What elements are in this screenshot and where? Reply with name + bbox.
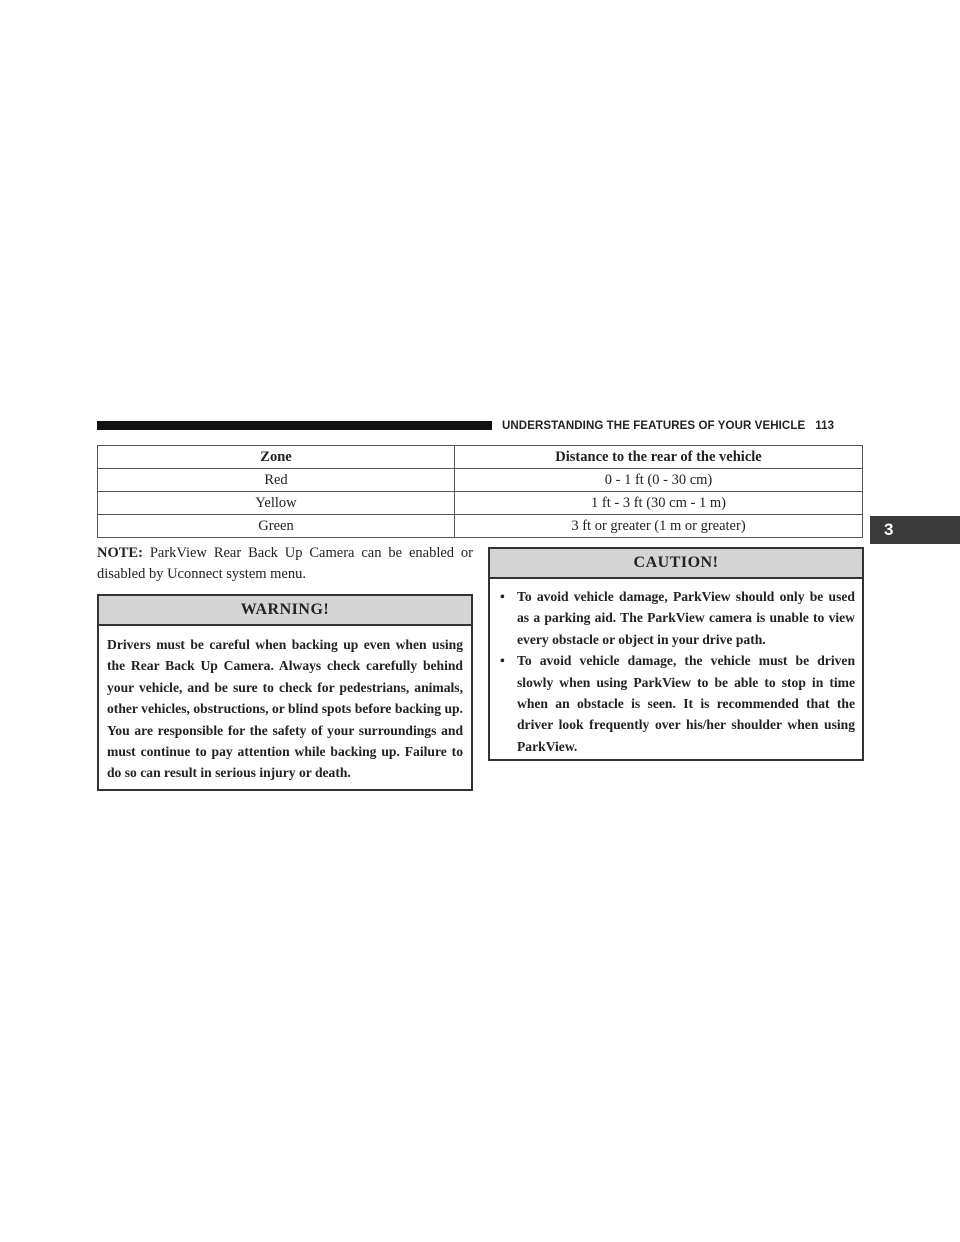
warning-title: WARNING! — [99, 596, 471, 626]
caution-title: CAUTION! — [490, 549, 862, 579]
table-row — [98, 515, 863, 538]
page-number: 113 — [815, 420, 835, 432]
caution-list — [497, 586, 855, 757]
warning-text: Drivers must be careful when backing up even when using the Rear Back Up Camera. Always check carefully behind your vehicle, and be sure to check for pedestrians, animals, other vehicles, obstructions, or blind spots before backing up. You are responsible for the safety of your surroundings and must continue to pay attention while backing up. Failure to do so can result in serious injury or death. — [107, 637, 463, 781]
list-item — [497, 586, 855, 650]
list-item — [497, 650, 855, 757]
caution-item-text: To avoid vehicle damage, the vehicle must be driven slowly when using ParkView to be able to stop in time when an obstacle is seen. It is recommended that the driver look frequently over his/her shoulder when using ParkView. — [517, 653, 855, 754]
note-paragraph — [97, 543, 473, 585]
column-header-zone: Zone — [98, 446, 455, 469]
caution-body — [490, 579, 862, 757]
column-header-distance: Distance to the rear of the vehicle — [455, 446, 863, 469]
zone-cell: Green — [98, 515, 455, 538]
zone-cell: Red — [98, 469, 455, 492]
bullet-glyph: • — [500, 589, 505, 604]
distance-cell: 1 ft - 3 ft (30 cm - 1 m) — [455, 492, 863, 515]
distance-cell: 3 ft or greater (1 m or greater) — [455, 515, 863, 538]
zone-distance-table — [97, 445, 863, 538]
caution-box — [488, 547, 864, 761]
running-header — [502, 418, 866, 434]
distance-cell: 0 - 1 ft (0 - 30 cm) — [455, 469, 863, 492]
table-header-row — [98, 446, 863, 469]
caution-item-text: To avoid vehicle damage, ParkView should only be used as a parking aid. The ParkView camera is unable to view every obstacle or object in your drive path. — [517, 589, 855, 647]
note-label: NOTE: — [97, 545, 143, 561]
bullet-glyph: • — [500, 653, 505, 669]
header-rule — [97, 421, 492, 430]
table-row — [98, 492, 863, 515]
section-title: UNDERSTANDING THE FEATURES OF YOUR VEHICLE — [502, 420, 806, 432]
zone-cell: Yellow — [98, 492, 455, 515]
note-text: ParkView Rear Back Up Camera can be enabled or disabled by Uconnect system menu. — [97, 545, 473, 582]
table-row — [98, 469, 863, 492]
warning-box — [97, 594, 473, 791]
chapter-tab: 3 — [870, 516, 960, 544]
